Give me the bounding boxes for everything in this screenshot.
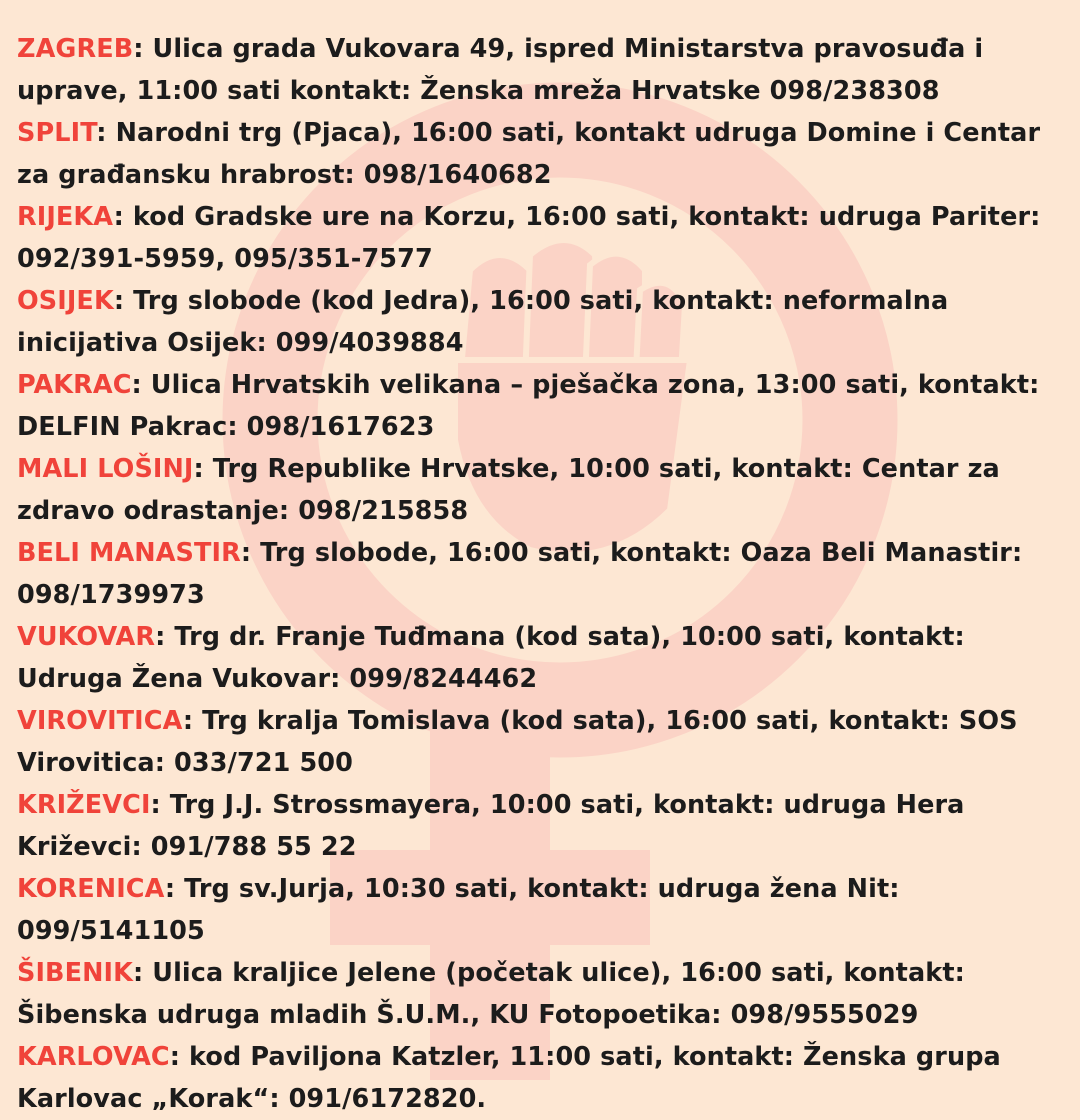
city-name: KRIŽEVCI [17,790,151,820]
rally-locations-list [17,28,1073,1120]
city-name: ZAGREB [17,34,134,64]
entry-details: : Trg slobode (kod Jedra), 16:00 sati, kontakt: neformalna inicijativa Osijek: 099/4039884 [17,286,949,358]
entry-korenica [17,868,1073,952]
entry-details: : Ulica kraljice Jelene (početak ulice), 16:00 sati, kontakt: Šibenska udruga mladih Š.U.M., KU Fotopoetika: 098/9555029 [17,958,965,1030]
entry-details: : Ulica Hrvatskih velikana – pješačka zona, 13:00 sati, kontakt: DELFIN Pakrac: 098/1617623 [17,370,1040,442]
city-name: KORENICA [17,874,165,904]
entry-details: : Ulica grada Vukovara 49, ispred Ministarstva pravosuđa i uprave, 11:00 sati kontakt: Ženska mreža Hrvatske 098/238308 [17,34,984,106]
entry-details: : Trg dr. Franje Tuđmana (kod sata), 10:00 sati, kontakt: Udruga Žena Vukovar: 099/8244462 [17,622,965,694]
entry-split [17,112,1073,196]
entry-details: : Trg kralja Tomislava (kod sata), 16:00 sati, kontakt: SOS Virovitica: 033/721 500 [17,706,1018,778]
entry-karlovac [17,1036,1073,1120]
city-name: PAKRAC [17,370,132,400]
entry-details: : Trg sv.Jurja, 10:30 sati, kontakt: udruga žena Nit: 099/5141105 [17,874,900,946]
entry-sibenik [17,952,1073,1036]
city-name: KARLOVAC [17,1042,170,1072]
city-name: VIROVITICA [17,706,183,736]
entry-details: : Trg J.J. Strossmayera, 10:00 sati, kontakt: udruga Hera Križevci: 091/788 55 22 [17,790,965,862]
entry-vukovar [17,616,1073,700]
entry-virovitica [17,700,1073,784]
entry-pakrac [17,364,1073,448]
city-name: SPLIT [17,118,97,148]
entry-beli-manastir [17,532,1073,616]
entry-osijek [17,280,1073,364]
city-name: MALI LOŠINJ [17,454,194,484]
city-name: OSIJEK [17,286,114,316]
city-name: BELI MANASTIR [17,538,241,568]
entry-zagreb [17,28,1073,112]
entry-rijeka [17,196,1073,280]
entry-mali-losinj [17,448,1073,532]
entry-details: : Trg slobode, 16:00 sati, kontakt: Oaza Beli Manastir: 098/1739973 [17,538,1023,610]
city-name: RIJEKA [17,202,114,232]
city-name: VUKOVAR [17,622,156,652]
entry-details: : kod Paviljona Katzler, 11:00 sati, kontakt: Ženska grupa Karlovac „Korak“: 091/6172820. [17,1042,1001,1114]
entry-details: : kod Gradske ure na Korzu, 16:00 sati, kontakt: udruga Pariter: 092/391-5959, 095/351-7577 [17,202,1041,274]
city-name: ŠIBENIK [17,958,133,988]
entry-krizevci [17,784,1073,868]
entry-details: : Narodni trg (Pjaca), 16:00 sati, kontakt udruga Domine i Centar za građansku hrabrost: 098/1640682 [17,118,1041,190]
entry-details: : Trg Republike Hrvatske, 10:00 sati, kontakt: Centar za zdravo odrastanje: 098/215858 [17,454,1000,526]
